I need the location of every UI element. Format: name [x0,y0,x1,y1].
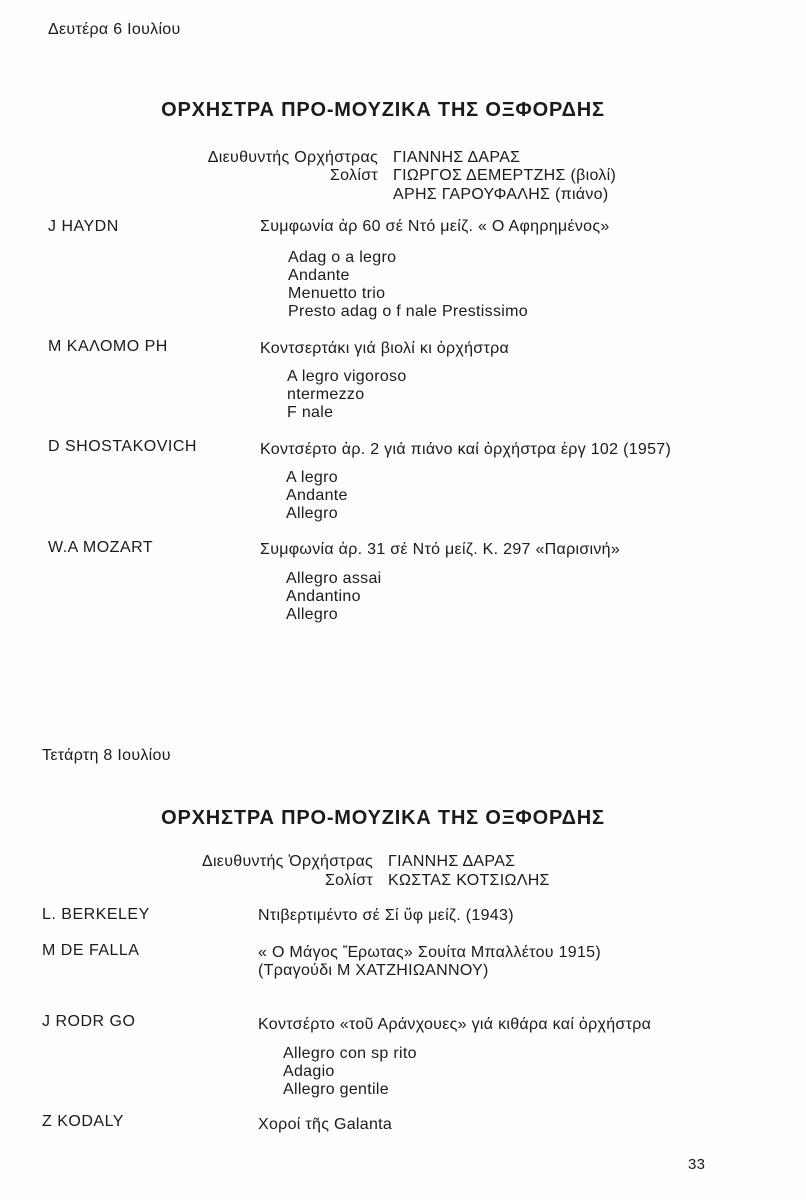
movement: Menuetto trio [288,285,386,302]
credit-role: Σολίστ [324,872,373,889]
credit-name: ΚΩΣΤΑΣ ΚΟΤΣΙΩΛΗΣ [388,872,550,889]
credit-role: Σολίστ [329,167,378,184]
day-date: Δευτέρα 6 Ιουλίου [48,21,181,38]
movement-list [288,249,528,321]
movement: Allegro [286,606,338,623]
work-title: Ντιβερτιμέντο σέ Σί ὕφ μείζ. (1943) [258,907,514,924]
work-title: Κοντσέρτο «τοῦ Αράνχουες» γιά κιθάρα καί ὀρχήστρα [258,1016,652,1033]
work-composer: M ΚΑΛΟΜΟ ΡΗ [48,338,168,355]
work-composer: M DE FALLA [42,942,140,959]
movement: Presto adag o f nale Prestissimo [288,303,528,320]
work-title: Χοροί τῆς Galanta [258,1116,393,1133]
movement: A legro vigoroso [287,368,407,385]
credit-role: Διευθυντής Ὀρχήστρας [201,853,373,870]
work-composer: W.A MOZART [48,539,154,556]
work-title: Κοντσέρτο ἀρ. 2 γιά πιάνο καί ὀρχήστρα ἐργ 102 (1957) [260,441,672,458]
work-composer: J HAYDN [48,218,119,235]
movement: A legro [286,469,338,486]
work-composer: L. BERKELEY [42,906,150,923]
work-title: Συμφωνία ἀρ 60 σέ Ντό μείζ. « Ο Αφηρημένος» [260,218,610,235]
credit-name: ΓΙΑΝΝΗΣ ΔΑΡΑΣ [393,149,521,166]
movement: Allegro gentile [283,1081,389,1098]
work-composer: J RODR GO [42,1013,136,1030]
movement: Allegro assai [286,570,382,587]
work-composer: D SHOSTAKOVICH [48,438,197,455]
day-date: Τετάρτη 8 Ιουλίου [42,747,171,764]
movement-list [287,368,407,422]
page-number: 33 [688,1156,706,1173]
movement: Andante [286,487,348,504]
credit-name: ΑΡΗΣ ΓΑΡΟΥΦΑΛΗΣ (πιάνο) [393,186,609,203]
work-title: Συμφωνία ἀρ. 31 σέ Ντό μείζ. Κ. 297 «Παρισινή» [260,541,621,558]
credit-name: ΓΙΑΝΝΗΣ ΔΑΡΑΣ [388,853,516,870]
work-title: Κοντσερτάκι γιά βιολί κι ὀρχήστρα [260,340,510,357]
movement: Adag o a legro [288,249,397,266]
orchestra-title: ΟΡΧΗΣΤΡΑ ΠΡΟ-ΜΟΥΖΙΚΑ ΤΗΣ ΟΞΦΟΡΔΗΣ [161,99,605,121]
work-composer: Z KODALY [42,1113,124,1130]
movement-list [286,570,382,624]
movement: Allegro con sp rito [283,1045,417,1062]
movement-list [283,1045,417,1099]
movement: Andante [288,267,350,284]
credit-role: Διευθυντής Ορχήστρας [207,149,378,166]
movement: ntermezzo [287,386,365,403]
movement: Adagio [283,1063,335,1080]
work-title: « Ο Μάγος Ἔρωτας» Σουίτα Μπαλλέτου 1915) [258,944,601,961]
movement-list [286,469,348,523]
orchestra-title: ΟΡΧΗΣΤΡΑ ΠΡΟ-ΜΟΥΖΙΚΑ ΤΗΣ ΟΞΦΟΡΔΗΣ [161,807,605,829]
movement: Andantino [286,588,361,605]
work-title: (Τραγούδι M ΧΑΤΖΗΙΩΑΝΝΟΥ) [258,962,489,979]
credit-name: ΓΙΩΡΓΟΣ ΔΕΜΕΡΤΖΗΣ (βιολί) [393,167,617,184]
movement: F nale [287,404,334,421]
movement: Allegro [286,505,338,522]
